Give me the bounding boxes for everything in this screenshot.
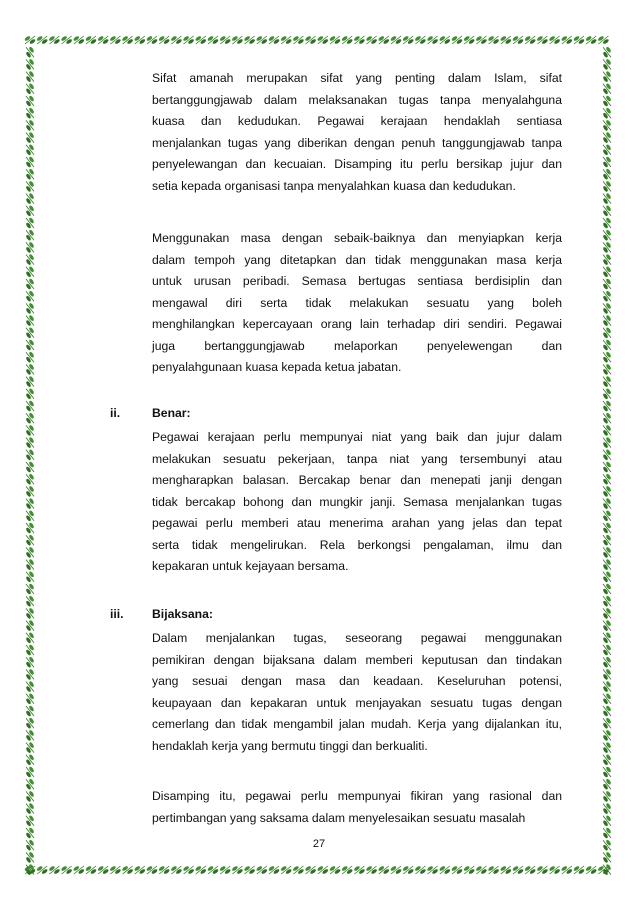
section-heading: Benar: (152, 406, 191, 420)
text-line: Dalam menjalankan tugas, seseorang pegawai menggunakan (152, 631, 562, 645)
text-line: penyelewangan dan kecuaian. Disamping itu perlu bersikap jujur dan (152, 157, 562, 171)
text-line: Disamping itu, pegawai perlu mempunyai fikiran yang rasional dan (152, 789, 562, 803)
text-line: juga bertanggungjawab melaporkan penyelewengan dan (152, 338, 562, 353)
text-line: pemikiran dengan bijaksana dalam memberi keputusan dan tindakan (152, 652, 562, 667)
text-line: mengawal diri serta tidak melakukan sesuatu yang boleh (152, 295, 562, 310)
text-line: menjalankan tugas yang diberikan dengan penuh tanggungjawab tanpa (152, 135, 562, 150)
text-line: keupayaan dan kepakaran untuk menjayakan sesuatu tugas dengan (152, 695, 562, 710)
text-line: kuasa dan kedudukan. Pegawai kerajaan hendaklah sentiasa (152, 114, 562, 128)
text-line: menghilangkan kepercayaan orang lain terhadap diri sendiri. Pegawai (152, 317, 562, 331)
paragraph-benar (152, 427, 562, 578)
text-line: pegawai perlu memberi atau menerima arahan yang jelas dan tepat (152, 516, 562, 530)
text-line: tidak bercakap bohong dan mungkir janji. Semasa menjalankan tugas (152, 494, 562, 509)
text-line: bertanggungjawab dalam melaksanakan tugas tanpa menyalahguna (152, 92, 562, 107)
section-number: iii. (110, 607, 124, 621)
text-line: setia kepada organisasi tanpa menyalahkan kuasa dan kedudukan. (152, 178, 516, 193)
paragraph-amanah (152, 68, 562, 197)
text-line: mengharapkan balasan. Bercakap benar dan menepati janji dengan (152, 473, 562, 487)
text-line: pertimbangan yang saksama dalam menyelesaikan sesuatu masalah (152, 810, 526, 825)
text-line: cemerlang dan tidak mengambil jalan mudah. Kerja yang dijalankan itu, (152, 717, 562, 731)
section-number: ii. (110, 406, 121, 420)
text-line: serta tidak mengelirukan. Rela berkongsi pengalaman, ilmu dan (152, 537, 562, 552)
text-line: penyalahgunaan kuasa kepada ketua jabatan. (152, 360, 402, 374)
text-line: melakukan sesuatu pekerjaan, tanpa niat yang tersembunyi atau (152, 451, 562, 466)
text-line: untuk urusan peribadi. Semasa bertugas sentiasa berdisiplin dan (152, 274, 562, 288)
text-line: Pegawai kerajaan perlu mempunyai niat yang baik dan jujur dalam (152, 430, 562, 444)
text-line: kepakaran untuk kejayaan bersama. (152, 559, 349, 573)
paragraph-bijaksana (152, 628, 562, 757)
paragraph-masa (152, 228, 562, 379)
text-line: Menggunakan masa dengan sebaik-baiknya dan menyiapkan kerja (152, 231, 562, 245)
section-heading: Bijaksana: (152, 607, 213, 621)
text-line: yang sesuai dengan masa dan keadaan. Keseluruhan potensi, (152, 674, 562, 688)
text-line: dalam tempoh yang ditetapkan dan tidak menggunakan masa kerja (152, 252, 562, 267)
text-line: hendaklah kerja yang bermutu tinggi dan berkualiti. (152, 738, 428, 753)
text-line: Sifat amanah merupakan sifat yang penting dalam Islam, sifat (152, 71, 562, 85)
page-number: 27 (312, 838, 326, 850)
paragraph-disamping (152, 786, 562, 829)
